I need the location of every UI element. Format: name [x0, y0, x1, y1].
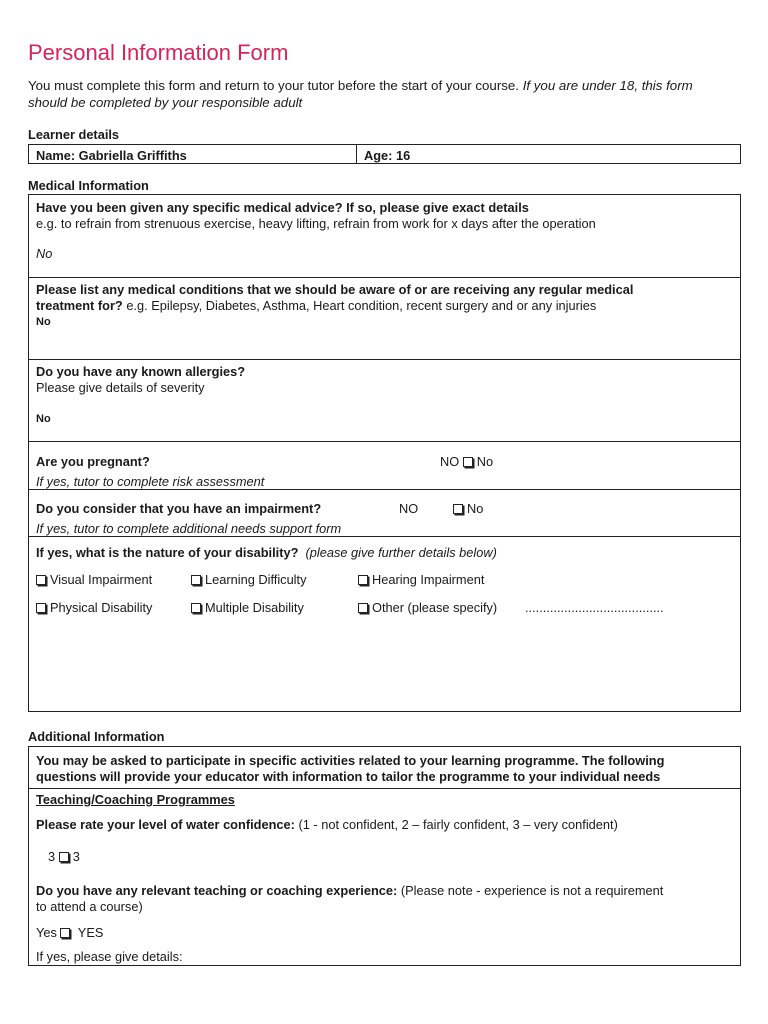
additional-intro-line1: You may be asked to participate in specific activities related to your learning programme. The following [36, 753, 665, 768]
pregnant-question: Are you pregnant? [36, 454, 150, 469]
additional-intro-line2: questions will provide your educator with information to tailor the programme to your individual needs [36, 769, 661, 784]
row-divider [29, 441, 740, 442]
checkbox-icon[interactable] [191, 575, 201, 585]
checkbox-icon[interactable] [59, 852, 69, 862]
learner-details-heading: Learner details [28, 127, 120, 142]
option-multiple-disability[interactable] [191, 600, 304, 616]
disability-hint: (please give further details below) [305, 545, 497, 560]
experience-option: YES [77, 925, 104, 940]
allergies-hint: Please give details of severity [36, 380, 205, 395]
option-other[interactable] [358, 600, 497, 616]
impairment-option [453, 501, 483, 517]
intro-text: You must complete this form and return to your tutor before the start of your course. [28, 78, 519, 93]
medical-conditions-answer[interactable]: No [36, 316, 51, 328]
option-label: Multiple Disability [205, 600, 304, 615]
experience-answer-group [36, 925, 103, 941]
medical-conditions-question: Please list any medical conditions that we should be aware of or are receiving any regular medical [36, 282, 634, 297]
learner-age[interactable]: Age: 16 [364, 148, 411, 163]
experience-details-label: If yes, please give details: [36, 949, 183, 964]
medical-conditions-question-line2 [36, 298, 596, 314]
checkbox-icon[interactable] [358, 575, 368, 585]
option-label: Hearing Impairment [372, 572, 485, 587]
pregnant-answer[interactable]: NO [440, 454, 460, 469]
option-label: Other (please specify) [372, 600, 498, 615]
row-divider [29, 359, 740, 360]
experience-answer[interactable]: Yes [36, 925, 57, 940]
disability-question: If yes, what is the nature of your disability? [36, 545, 299, 560]
medical-advice-question: Have you been given any specific medical advice? If so, please give exact details [36, 200, 529, 215]
pregnant-option-label: No [476, 454, 494, 469]
learner-name[interactable]: Name: Gabriella Griffiths [36, 148, 187, 163]
medical-information-table [28, 194, 741, 712]
checkbox-icon[interactable] [36, 603, 46, 613]
impairment-question: Do you consider that you have an impairment? [36, 501, 322, 516]
option-label: Visual Impairment [50, 572, 153, 587]
additional-information-table [28, 746, 741, 966]
option-hearing-impairment[interactable] [358, 572, 484, 588]
medical-conditions-hint: e.g. Epilepsy, Diabetes, Asthma, Heart condition, recent surgery and or any injuries [126, 298, 597, 313]
water-confidence-hint: (1 - not confident, 2 – fairly confident, 3 – very confident) [298, 817, 618, 832]
option-visual-impairment[interactable] [36, 572, 152, 588]
water-confidence-question: Please rate your level of water confidence: [36, 817, 295, 832]
medical-information-heading: Medical Information [28, 178, 149, 193]
option-label: Physical Disability [50, 600, 153, 615]
intro-italic-note: If you are under 18, this form should be completed by your responsible adult [28, 78, 693, 110]
impairment-option-label: No [467, 501, 484, 516]
learner-divider [356, 145, 357, 163]
checkbox-icon[interactable] [358, 603, 368, 613]
water-confidence-answer-group [48, 849, 80, 865]
water-confidence-option: 3 [72, 849, 80, 864]
medical-conditions-question-end: treatment for? [36, 298, 123, 313]
impairment-note: If yes, tutor to complete additional needs support form [36, 521, 342, 536]
medical-advice-hint: e.g. to refrain from strenuous exercise, heavy lifting, refrain from work for x days after the operation [36, 216, 596, 231]
pregnant-note: If yes, tutor to complete risk assessment [36, 474, 265, 489]
experience-hint: (Please note - experience is not a requirement [400, 883, 664, 898]
checkbox-icon[interactable] [60, 928, 70, 938]
row-divider [29, 277, 740, 278]
teaching-coaching-heading: Teaching/Coaching Programmes [36, 792, 235, 807]
disability-question-line [36, 545, 497, 561]
allergies-answer[interactable]: No [36, 413, 51, 425]
checkbox-icon[interactable] [453, 504, 463, 514]
additional-information-heading: Additional Information [28, 729, 165, 744]
medical-advice-answer[interactable]: No [36, 246, 53, 261]
checkbox-icon[interactable] [463, 457, 473, 467]
water-confidence-answer[interactable]: 3 [48, 849, 56, 864]
checkbox-icon[interactable] [191, 603, 201, 613]
learner-details-table [28, 144, 741, 164]
option-physical-disability[interactable] [36, 600, 152, 616]
option-label: Learning Difficulty [205, 572, 307, 587]
experience-question-line [36, 883, 663, 899]
option-learning-difficulty[interactable] [191, 572, 306, 588]
pregnant-answer-group [440, 454, 493, 470]
intro-paragraph [28, 77, 728, 111]
impairment-answer[interactable]: NO [399, 501, 419, 516]
other-specify-field[interactable]: ....................................... [525, 600, 664, 615]
row-divider [29, 788, 740, 789]
experience-hint-line2: to attend a course) [36, 899, 143, 914]
experience-question: Do you have any relevant teaching or coaching experience: [36, 883, 398, 898]
allergies-question: Do you have any known allergies? [36, 364, 246, 379]
page-title: Personal Information Form [28, 40, 289, 65]
checkbox-icon[interactable] [36, 575, 46, 585]
water-confidence-line [36, 817, 618, 833]
